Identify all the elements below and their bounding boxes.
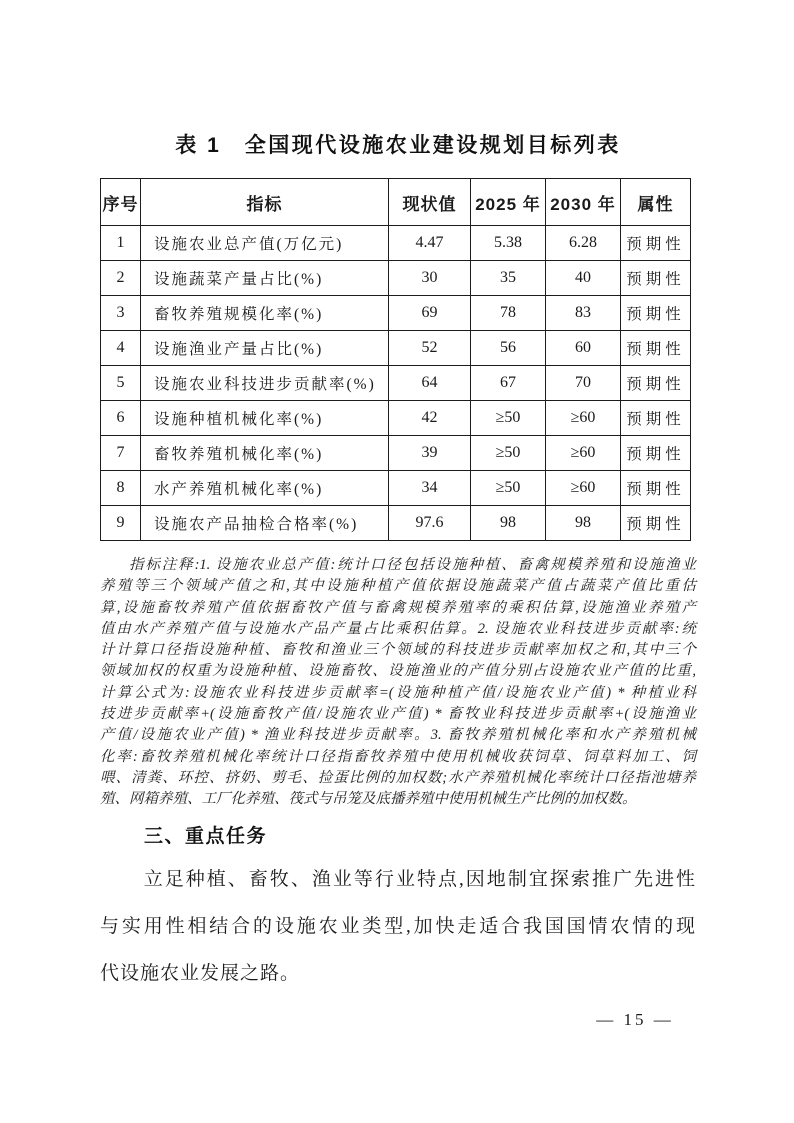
footnote-line: 计算公式为:设施农业科技进步贡献率=(设施种植产值/设施农业产值) * 种植业科	[100, 684, 696, 701]
page-number: — 15 —	[596, 1010, 674, 1029]
table-row	[101, 261, 691, 296]
cell-indicator: 设施蔬菜产量占比(%)	[141, 261, 389, 296]
table-row	[101, 366, 691, 401]
cell-current-value: 42	[389, 401, 471, 436]
paragraph-line: 与实用性相结合的设施农业类型,加快走适合我国国情农情的现	[100, 915, 696, 937]
goals-table	[100, 178, 691, 541]
cell-serial: 1	[101, 226, 141, 261]
cell-2030: ≥60	[546, 401, 621, 436]
footnote-line: 化率:畜牧养殖机械化率统计口径指畜牧养殖中使用机械收获饲草、饲草料加工、饲	[100, 748, 696, 765]
cell-2030: 60	[546, 331, 621, 366]
cell-2025: 56	[471, 331, 546, 366]
cell-serial: 6	[101, 401, 141, 436]
footnote-line: 计计算口径指设施种植、畜牧和渔业三个领域的科技进步贡献率加权之和,其中三个	[100, 642, 696, 659]
cell-indicator: 畜牧养殖机械化率(%)	[141, 436, 389, 471]
cell-serial: 7	[101, 436, 141, 471]
table-row	[101, 331, 691, 366]
cell-attribute: 预期性	[621, 366, 691, 401]
paragraph-line: 立足种植、畜牧、渔业等行业特点,因地制宜探索推广先进性	[143, 868, 696, 890]
table-row	[101, 506, 691, 541]
cell-serial: 4	[101, 331, 141, 366]
cell-current-value: 34	[389, 471, 471, 506]
cell-current-value: 30	[389, 261, 471, 296]
cell-indicator: 设施农业科技进步贡献率(%)	[141, 366, 389, 401]
table-row	[101, 296, 691, 331]
cell-attribute: 预期性	[621, 506, 691, 541]
table-header-row	[101, 179, 691, 226]
footnote-line: 算,设施畜牧养殖产值依据畜牧产值与畜禽规模养殖率的乘积估算,设施渔业养殖产	[100, 599, 696, 616]
cell-serial: 2	[101, 261, 141, 296]
section-heading: 三、重点任务	[144, 825, 268, 847]
cell-attribute: 预期性	[621, 331, 691, 366]
cell-indicator: 设施渔业产量占比(%)	[141, 331, 389, 366]
cell-indicator: 设施农产品抽检合格率(%)	[141, 506, 389, 541]
cell-2025: ≥50	[471, 401, 546, 436]
col-header-current-value: 现状值	[389, 179, 471, 226]
footnote-line: 值由水产养殖产值与设施水产品产量占比乘积估算。2. 设施农业科技进步贡献率:统	[100, 620, 696, 637]
cell-2030: ≥60	[546, 471, 621, 506]
footnote-line: 喂、清粪、环控、挤奶、剪毛、捡蛋比例的加权数;水产养殖机械化率统计口径指池塘养	[100, 769, 696, 786]
cell-2030: 98	[546, 506, 621, 541]
table-row	[101, 436, 691, 471]
table-row	[101, 471, 691, 506]
cell-attribute: 预期性	[621, 226, 691, 261]
footnote-line: 指标注释:1. 设施农业总产值:统计口径包括设施种植、畜禽规模养殖和设施渔业	[129, 557, 696, 573]
cell-attribute: 预期性	[621, 471, 691, 506]
page-content	[100, 0, 696, 997]
footnote-line: 领域加权的权重为设施种植、设施畜牧、设施渔业的产值分别占设施农业产值的比重,	[100, 663, 696, 680]
cell-2030: ≥60	[546, 436, 621, 471]
table-footnote	[100, 555, 696, 811]
cell-serial: 5	[101, 366, 141, 401]
cell-current-value: 97.6	[389, 506, 471, 541]
col-header-2025: 2025 年	[471, 179, 546, 226]
footnote-line: 产值/设施农业产值) * 渔业科技进步贡献率。3. 畜牧养殖机械化率和水产养殖机械	[100, 727, 696, 744]
cell-indicator: 畜牧养殖规模化率(%)	[141, 296, 389, 331]
cell-current-value: 52	[389, 331, 471, 366]
col-header-indicator: 指标	[141, 179, 389, 226]
cell-attribute: 预期性	[621, 261, 691, 296]
cell-serial: 8	[101, 471, 141, 506]
cell-attribute: 预期性	[621, 401, 691, 436]
cell-2025: 98	[471, 506, 546, 541]
table-row	[101, 226, 691, 261]
cell-current-value: 64	[389, 366, 471, 401]
body-paragraph	[100, 856, 696, 997]
paragraph-line: 代设施农业发展之路。	[100, 962, 301, 984]
cell-2030: 83	[546, 296, 621, 331]
footnote-line: 技进步贡献率+(设施畜牧产值/设施农业产值) * 畜牧业科技进步贡献率+(设施渔业	[100, 706, 696, 723]
cell-attribute: 预期性	[621, 436, 691, 471]
footnote-line: 殖、网箱养殖、工厂化养殖、筏式与吊笼及底播养殖中使用机械生产比例的加权数。	[100, 791, 637, 808]
cell-current-value: 39	[389, 436, 471, 471]
col-header-attribute: 属性	[621, 179, 691, 226]
cell-indicator: 设施农业总产值(万亿元)	[141, 226, 389, 261]
col-header-serial: 序号	[101, 179, 141, 226]
cell-current-value: 69	[389, 296, 471, 331]
footnote-line: 养殖等三个领域产值之和,其中设施种植产值依据设施蔬菜产值占蔬菜产值比重估	[100, 578, 696, 595]
cell-2030: 6.28	[546, 226, 621, 261]
cell-attribute: 预期性	[621, 296, 691, 331]
cell-indicator: 设施种植机械化率(%)	[141, 401, 389, 436]
cell-current-value: 4.47	[389, 226, 471, 261]
table-title: 表 1 全国现代设施农业建设规划目标列表	[175, 134, 621, 157]
cell-serial: 9	[101, 506, 141, 541]
cell-indicator: 水产养殖机械化率(%)	[141, 471, 389, 506]
cell-2025: 5.38	[471, 226, 546, 261]
table-row	[101, 401, 691, 436]
cell-2025: 67	[471, 366, 546, 401]
cell-serial: 3	[101, 296, 141, 331]
cell-2030: 70	[546, 366, 621, 401]
cell-2025: ≥50	[471, 471, 546, 506]
col-header-2030: 2030 年	[546, 179, 621, 226]
cell-2025: 35	[471, 261, 546, 296]
cell-2025: ≥50	[471, 436, 546, 471]
cell-2025: 78	[471, 296, 546, 331]
cell-2030: 40	[546, 261, 621, 296]
